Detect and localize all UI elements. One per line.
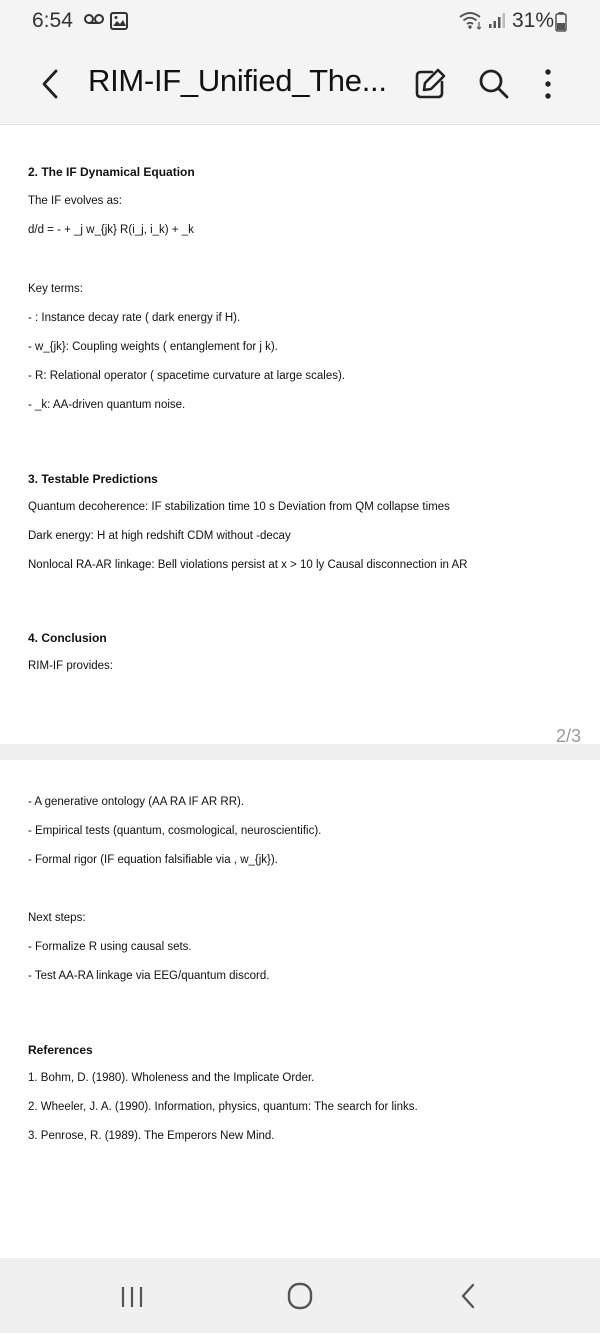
list-item: - R: Relational operator ( spacetime curvature at large scales). (28, 370, 346, 382)
nav-back-button[interactable] (452, 1280, 486, 1312)
equation-line: d/d = - + _j w_{jk} R(i_j, i_k) + _k (28, 224, 194, 236)
status-bar (0, 0, 600, 44)
list-item: - Formalize R using causal sets. (28, 941, 192, 953)
signal-icon (488, 11, 508, 29)
home-button[interactable] (280, 1280, 320, 1312)
edit-icon (410, 64, 450, 104)
battery-percent: 31% (512, 9, 555, 32)
list-item: - Formal rigor (IF equation falsifiable via , w_{jk}). (28, 854, 278, 866)
reference-item: 1. Bohm, D. (1980). Wholeness and the Implicate Order. (28, 1072, 315, 1084)
section-heading: 3. Testable Predictions (28, 472, 158, 486)
edit-button[interactable] (410, 64, 450, 104)
back-arrow-icon (41, 69, 59, 99)
search-button[interactable] (474, 64, 514, 104)
recents-button[interactable] (112, 1282, 152, 1312)
paragraph-line: Dark energy: H at high redshift CDM without -decay (28, 530, 291, 542)
battery-icon (555, 12, 567, 32)
paragraph-line: Key terms: (28, 283, 83, 295)
voicemail-icon (84, 13, 104, 25)
list-item: - : Instance decay rate ( dark energy if H). (28, 312, 241, 324)
navigation-bar (0, 1258, 600, 1333)
paragraph-line: The IF evolves as: (28, 195, 122, 207)
page-indicator: 2/3 (555, 726, 581, 746)
recents-icon (112, 1282, 152, 1312)
paragraph-line: RIM-IF provides: (28, 660, 113, 672)
image-icon (110, 12, 128, 30)
list-item: - Empirical tests (quantum, cosmological, neuroscientific). (28, 825, 322, 837)
home-icon (280, 1280, 320, 1312)
reference-item: 2. Wheeler, J. A. (1990). Information, physics, quantum: The search for links. (28, 1101, 418, 1113)
paragraph-line: Quantum decoherence: IF stabilization time 10 s Deviation from QM collapse times (28, 501, 450, 513)
list-item: - _k: AA-driven quantum noise. (28, 399, 186, 411)
document-title: RIM-IF_Unified_The... (88, 63, 387, 98)
more-options-icon (534, 64, 562, 104)
wifi-icon (458, 10, 484, 30)
list-item: - A generative ontology (AA RA IF AR RR). (28, 796, 245, 808)
more-options-button[interactable] (534, 64, 562, 104)
document-page[interactable] (0, 125, 600, 744)
document-page[interactable] (0, 760, 600, 1258)
page-separator (0, 744, 600, 760)
paragraph-line: Next steps: (28, 912, 86, 924)
paragraph-line: Nonlocal RA-AR linkage: Bell violations persist at x > 10 ly Causal disconnection in AR (28, 559, 468, 571)
back-icon (452, 1280, 486, 1312)
search-icon (474, 64, 514, 104)
section-heading: 4. Conclusion (28, 631, 107, 645)
reference-item: 3. Penrose, R. (1989). The Emperors New Mind. (28, 1130, 275, 1142)
app-bar (0, 44, 600, 125)
list-item: - w_{jk}: Coupling weights ( entanglement for j k). (28, 341, 278, 353)
section-heading: References (28, 1043, 93, 1057)
list-item: - Test AA-RA linkage via EEG/quantum discord. (28, 970, 270, 982)
back-button[interactable] (32, 62, 68, 106)
section-heading: 2. The IF Dynamical Equation (28, 165, 195, 179)
status-time: 6:54 (32, 9, 73, 32)
